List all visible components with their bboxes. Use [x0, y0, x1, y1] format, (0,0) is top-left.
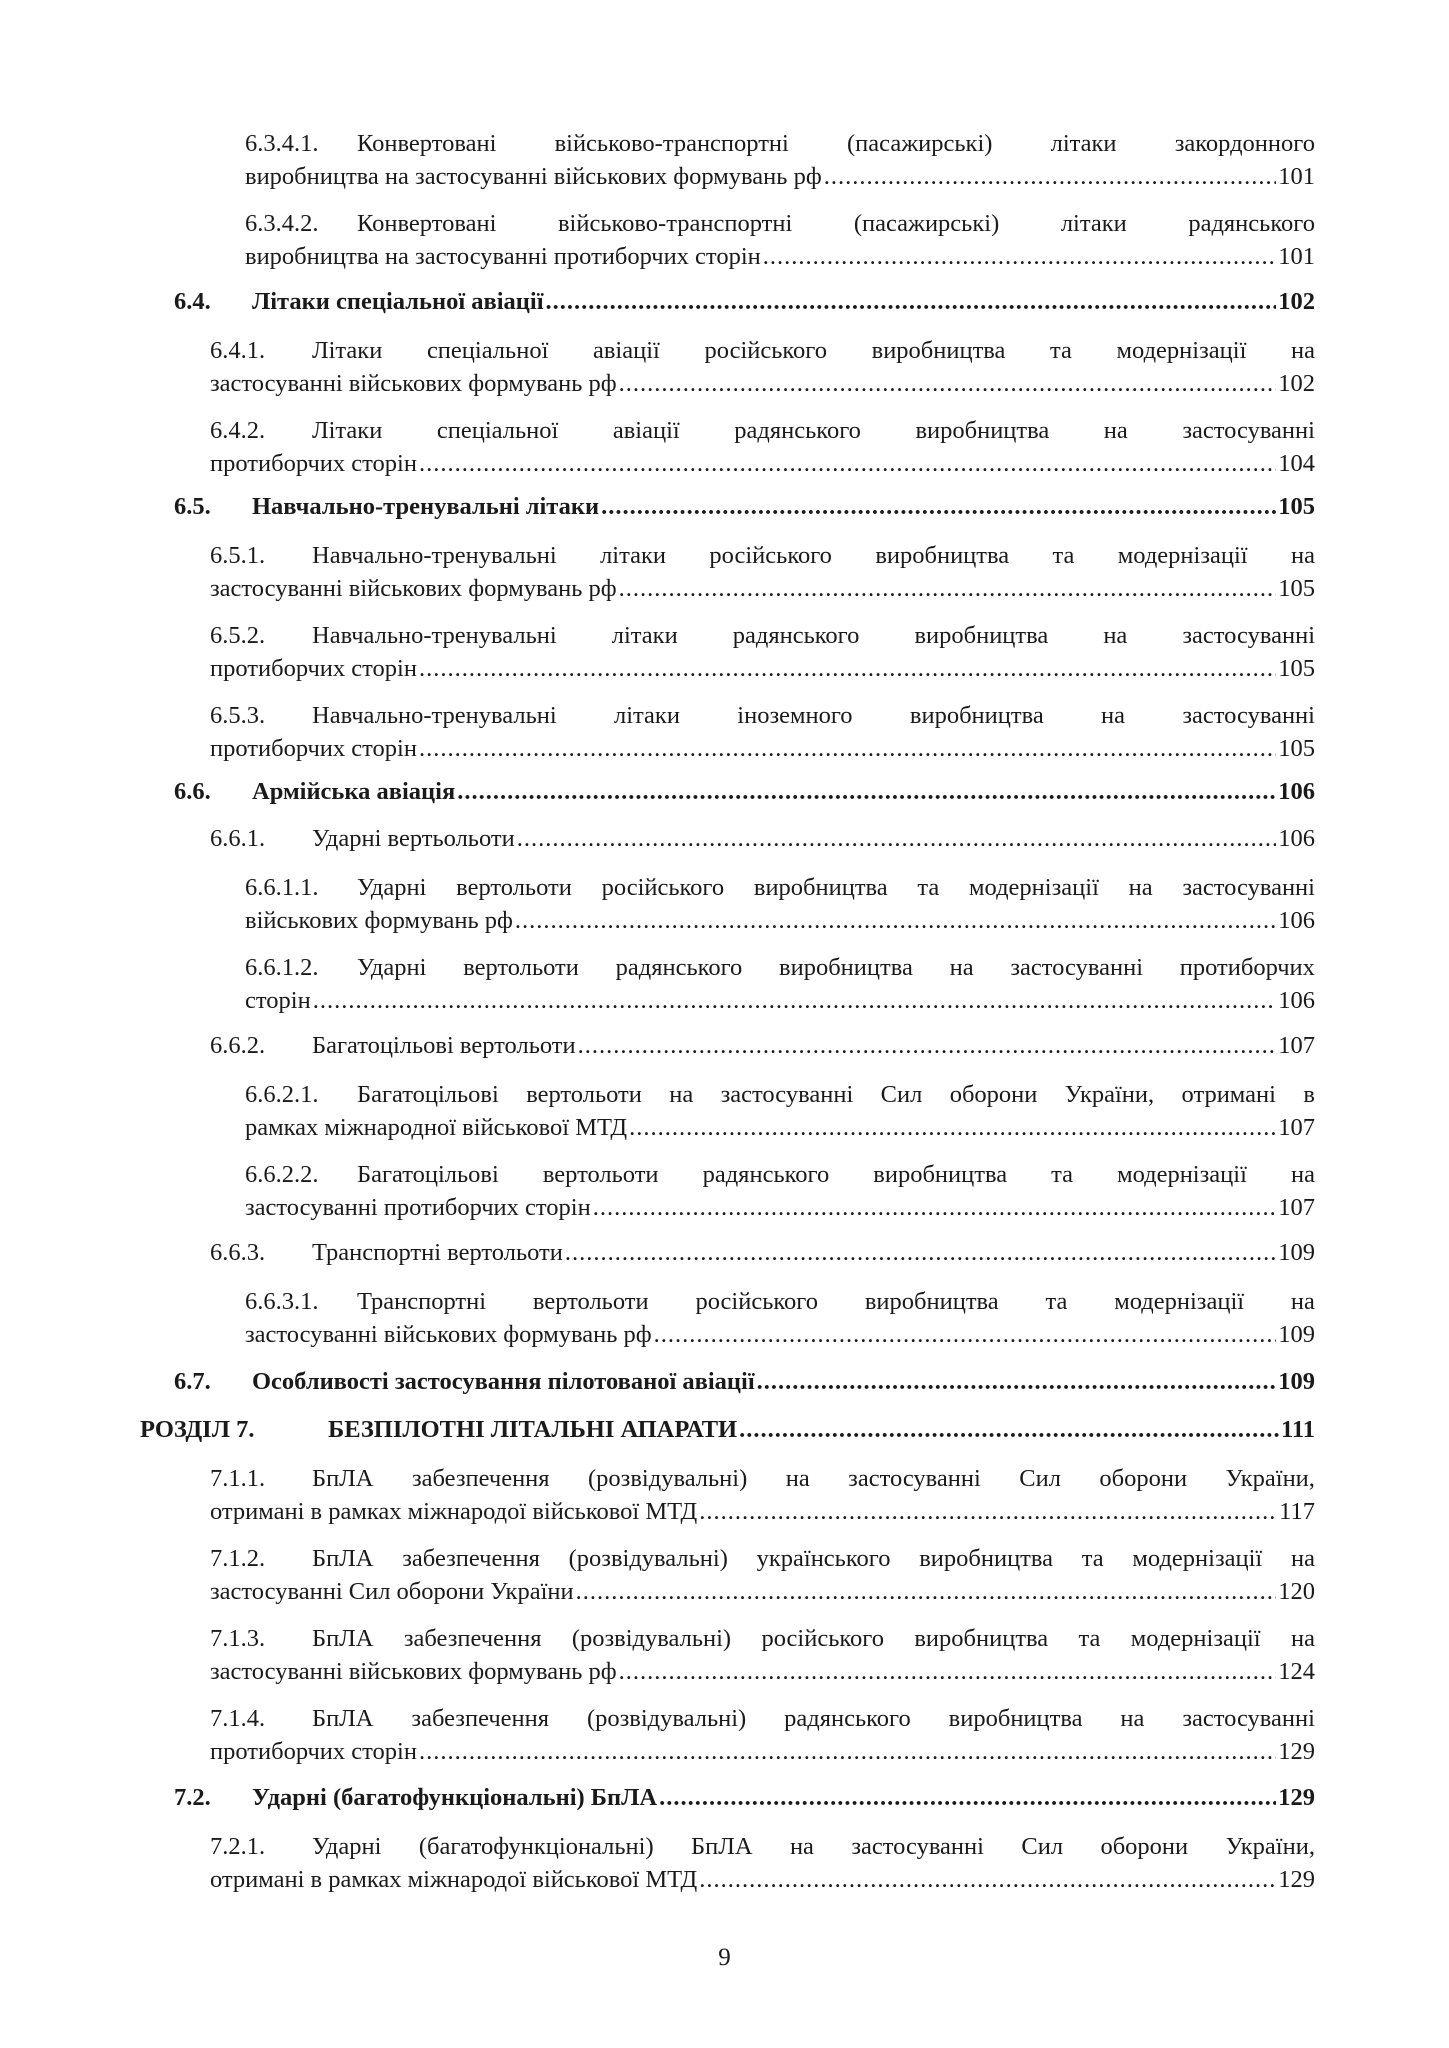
toc-entry[interactable] — [245, 1078, 1315, 1144]
dot-leader — [565, 1236, 1276, 1269]
toc-entry[interactable] — [174, 490, 1315, 523]
toc-entry[interactable] — [245, 1158, 1315, 1224]
toc-entry-page: 129 — [1278, 1738, 1315, 1765]
toc-entry-title-end: застосуванні військових формувань рф — [210, 575, 617, 602]
toc-entry-number: 6.4.1. — [210, 337, 266, 364]
toc-entry-page: 109 — [1278, 1239, 1315, 1266]
dot-leader — [654, 1318, 1277, 1351]
toc-entry[interactable] — [174, 775, 1315, 808]
toc-entry-title-line: Навчально-тренувальні літаки іноземного виробництва на застосуванні — [312, 702, 1315, 729]
dot-leader — [699, 1495, 1277, 1528]
toc-entry-title-line: Транспортні вертольоти російського виробництва та модернізації на — [357, 1288, 1315, 1315]
toc-entry-page: 107 — [1278, 1032, 1315, 1059]
toc-entry-page: 111 — [1280, 1416, 1315, 1443]
toc-entry-title-line: БпЛА забезпечення (розвідувальні) українського виробництва та модернізації на — [312, 1545, 1315, 1572]
toc-entry-title-line: Ударні вертольоти російського виробництва та модернізації на застосуванні — [357, 874, 1315, 901]
toc-entry-page: 105 — [1278, 493, 1315, 520]
toc-entry[interactable] — [210, 1236, 1315, 1269]
dot-leader — [576, 1575, 1277, 1608]
toc-entry-title-end: отримані в рамках міжнародої військової МТД — [210, 1498, 698, 1525]
dot-leader — [419, 1735, 1276, 1768]
toc-entry-number: 6.3.4.2. — [245, 210, 319, 237]
dot-leader — [629, 1111, 1276, 1144]
toc-entry-page: 109 — [1278, 1368, 1315, 1395]
toc-entry-number: 6.7. — [174, 1368, 211, 1395]
toc-entry-title: БЕЗПІЛОТНІ ЛІТАЛЬНІ АПАРАТИ — [328, 1416, 738, 1443]
toc-entry-title-line: Ударні (багатофункціональні) БпЛА на застосуванні Сил оборони України, — [312, 1833, 1315, 1860]
toc-entry-page: 106 — [1278, 907, 1315, 934]
dot-leader — [546, 285, 1277, 318]
toc-entry[interactable] — [245, 1285, 1315, 1351]
toc-entry-page: 106 — [1278, 825, 1315, 852]
toc-entry-title-line: Літаки спеціальної авіації російського виробництва та модернізації на — [312, 337, 1315, 364]
dot-leader — [515, 904, 1276, 937]
toc-entry[interactable] — [140, 1413, 1315, 1446]
toc-entry-number: 6.4. — [174, 288, 211, 315]
dot-leader — [419, 447, 1276, 480]
toc-entry-page: 107 — [1278, 1194, 1315, 1221]
toc-entry-number: 7.1.3. — [210, 1625, 266, 1652]
toc-entry-title-end: протиборчих сторін — [210, 735, 417, 762]
toc-entry-number: 6.6.1.2. — [245, 954, 319, 981]
toc-entry-page: 129 — [1278, 1866, 1315, 1893]
dot-leader — [578, 1029, 1277, 1062]
toc-entry-title-end: застосуванні військових формувань рф — [245, 1321, 652, 1348]
toc-entry-page: 106 — [1278, 778, 1315, 805]
toc-entry-page: 117 — [1279, 1498, 1315, 1525]
toc-entry-number: 6.6.2.2. — [245, 1161, 319, 1188]
toc-entry[interactable] — [245, 127, 1315, 193]
toc-entry-title: Транспортні вертольоти — [312, 1239, 563, 1266]
dot-leader — [601, 490, 1276, 523]
dot-leader — [419, 652, 1276, 685]
toc-entry-title-line: Літаки спеціальної авіації радянського виробництва на застосуванні — [312, 417, 1315, 444]
dot-leader — [824, 160, 1277, 193]
toc-entry-title-line: Навчально-тренувальні літаки російського виробництва та модернізації на — [312, 542, 1315, 569]
toc-entry-number: 7.2. — [174, 1784, 211, 1811]
toc-entry-title-end: сторін — [245, 987, 311, 1014]
toc-entry[interactable] — [210, 1830, 1315, 1896]
dot-leader — [739, 1413, 1279, 1446]
toc-entry-number: 7.1.1. — [210, 1465, 266, 1492]
dot-leader — [313, 984, 1277, 1017]
dot-leader — [593, 1191, 1277, 1224]
toc-entry[interactable] — [210, 1622, 1315, 1688]
toc-entry[interactable] — [210, 619, 1315, 685]
toc-entry-number: 7.2.1. — [210, 1833, 266, 1860]
toc-entry-title-end: застосуванні протиборчих сторін — [245, 1194, 591, 1221]
toc-entry-title-end: застосуванні військових формувань рф — [210, 1658, 617, 1685]
toc-entry-title-end: застосуванні Сил оборони України — [210, 1578, 574, 1605]
toc-entry-page: 102 — [1278, 288, 1315, 315]
dot-leader — [619, 1655, 1277, 1688]
toc-entry-number: 6.6.1.1. — [245, 874, 319, 901]
dot-leader — [517, 822, 1277, 855]
toc-entry[interactable] — [245, 871, 1315, 937]
toc-entry-number: 6.6.3.1. — [245, 1288, 319, 1315]
toc-entry[interactable] — [210, 1702, 1315, 1768]
toc-entry-title-line: БпЛА забезпечення (розвідувальні) радянського виробництва на застосуванні — [312, 1705, 1315, 1732]
toc-entry[interactable] — [210, 699, 1315, 765]
toc-entry-title-line: БпЛА забезпечення (розвідувальні) на застосуванні Сил оборони України, — [312, 1465, 1315, 1492]
toc-entry-number: 6.5.2. — [210, 622, 266, 649]
page-number: 9 — [718, 1944, 731, 1971]
dot-leader — [659, 1781, 1276, 1814]
toc-entry[interactable] — [210, 1029, 1315, 1062]
toc-entry-number: 6.4.2. — [210, 417, 266, 444]
toc-entry-number: 7.1.2. — [210, 1545, 266, 1572]
toc-entry-title-end: протиборчих сторін — [210, 450, 417, 477]
toc-entry-number: 6.3.4.1. — [245, 130, 319, 157]
toc-entry[interactable] — [210, 539, 1315, 605]
toc-entry-title-line: Навчально-тренувальні літаки радянського виробництва на застосуванні — [312, 622, 1315, 649]
toc-entry-number: 6.6.1. — [210, 825, 266, 852]
toc-entry-number: 6.6.3. — [210, 1239, 266, 1266]
toc-entry-page: 101 — [1278, 163, 1315, 190]
toc-entry-page: 102 — [1278, 370, 1315, 397]
toc-entry-title-end: військових формувань рф — [245, 907, 513, 934]
toc-entry-title: Багатоцільові вертольоти — [312, 1032, 576, 1059]
toc-entry-page: 124 — [1278, 1658, 1315, 1685]
toc-entry-number: 6.5.1. — [210, 542, 266, 569]
toc-entry-page: 106 — [1278, 987, 1315, 1014]
dot-leader — [757, 1365, 1277, 1398]
toc-entry[interactable] — [210, 334, 1315, 400]
dot-leader — [419, 732, 1276, 765]
toc-entry[interactable] — [210, 414, 1315, 480]
toc-entry-page: 109 — [1278, 1321, 1315, 1348]
toc-entry[interactable] — [210, 1542, 1315, 1608]
toc-entry-number: 6.6. — [174, 778, 211, 805]
toc-entry[interactable] — [245, 207, 1315, 273]
toc-entry-page: 107 — [1278, 1114, 1315, 1141]
dot-leader — [619, 572, 1277, 605]
toc-entry-title-end: протиборчих сторін — [210, 655, 417, 682]
toc-entry-title-end: рамках міжнародної військової МТД — [245, 1114, 628, 1141]
toc-entry-title-line: Багатоцільові вертольоти радянського виробництва та модернізації на — [357, 1161, 1315, 1188]
toc-entry-title: Навчально-тренувальні літаки — [252, 493, 600, 520]
toc-entry-title: Ударні вертьольоти — [312, 825, 515, 852]
toc-entry-number: 6.6.2. — [210, 1032, 266, 1059]
dot-leader — [619, 367, 1277, 400]
toc-entry-number: 6.5. — [174, 493, 211, 520]
toc-entry-number: РОЗДІЛ 7. — [140, 1416, 255, 1443]
toc-entry-title: Ударні (багатофункціональні) БпЛА — [252, 1784, 658, 1811]
toc-entry-title-line: Ударні вертольоти радянського виробництва на застосуванні протиборчих — [357, 954, 1315, 981]
toc-entry-page: 105 — [1278, 655, 1315, 682]
toc-entry-title-line: Багатоцільові вертольоти на застосуванні Сил оборони України, отримані в — [357, 1081, 1315, 1108]
toc-entry-number: 6.5.3. — [210, 702, 266, 729]
toc-entry-page: 101 — [1278, 243, 1315, 270]
toc-entry[interactable] — [245, 951, 1315, 1017]
toc-entry-title: Літаки спеціальної авіації — [252, 288, 544, 315]
toc-entry-title-end: отримані в рамках міжнародої військової МТД — [210, 1866, 698, 1893]
toc-entry-page: 105 — [1278, 735, 1315, 762]
toc-entry-page: 105 — [1278, 575, 1315, 602]
toc-entry-title-line: БпЛА забезпечення (розвідувальні) російського виробництва та модернізації на — [312, 1625, 1315, 1652]
dot-leader — [457, 775, 1276, 808]
toc-entry-page: 129 — [1278, 1784, 1315, 1811]
toc-entry-number: 7.1.4. — [210, 1705, 266, 1732]
toc-entry-title: Особливості застосування пілотованої авіації — [252, 1368, 755, 1395]
toc-entry-title: Армійська авіація — [252, 778, 456, 805]
toc-entry-title-line: Конвертовані військово-транспортні (пасажирські) літаки закордонного — [357, 130, 1315, 157]
dot-leader — [699, 1863, 1276, 1896]
toc-entry-number: 6.6.2.1. — [245, 1081, 319, 1108]
toc-entry-page: 120 — [1278, 1578, 1315, 1605]
toc-entry-title-end: протиборчих сторін — [210, 1738, 417, 1765]
dot-leader — [763, 240, 1277, 273]
toc-entry[interactable] — [174, 1365, 1315, 1398]
toc-entry-title-end: застосуванні військових формувань рф — [210, 370, 617, 397]
toc-entry-title-end: виробництва на застосуванні військових формувань рф — [245, 163, 822, 190]
toc-entry[interactable] — [174, 1781, 1315, 1814]
toc-entry[interactable] — [174, 285, 1315, 318]
toc-entry-title-end: виробництва на застосуванні протиборчих сторін — [245, 243, 761, 270]
toc-entry[interactable] — [210, 1462, 1315, 1528]
toc-entry-title-line: Конвертовані військово-транспортні (пасажирські) літаки радянського — [357, 210, 1315, 237]
toc-entry-page: 104 — [1278, 450, 1315, 477]
toc-entry[interactable] — [210, 822, 1315, 855]
